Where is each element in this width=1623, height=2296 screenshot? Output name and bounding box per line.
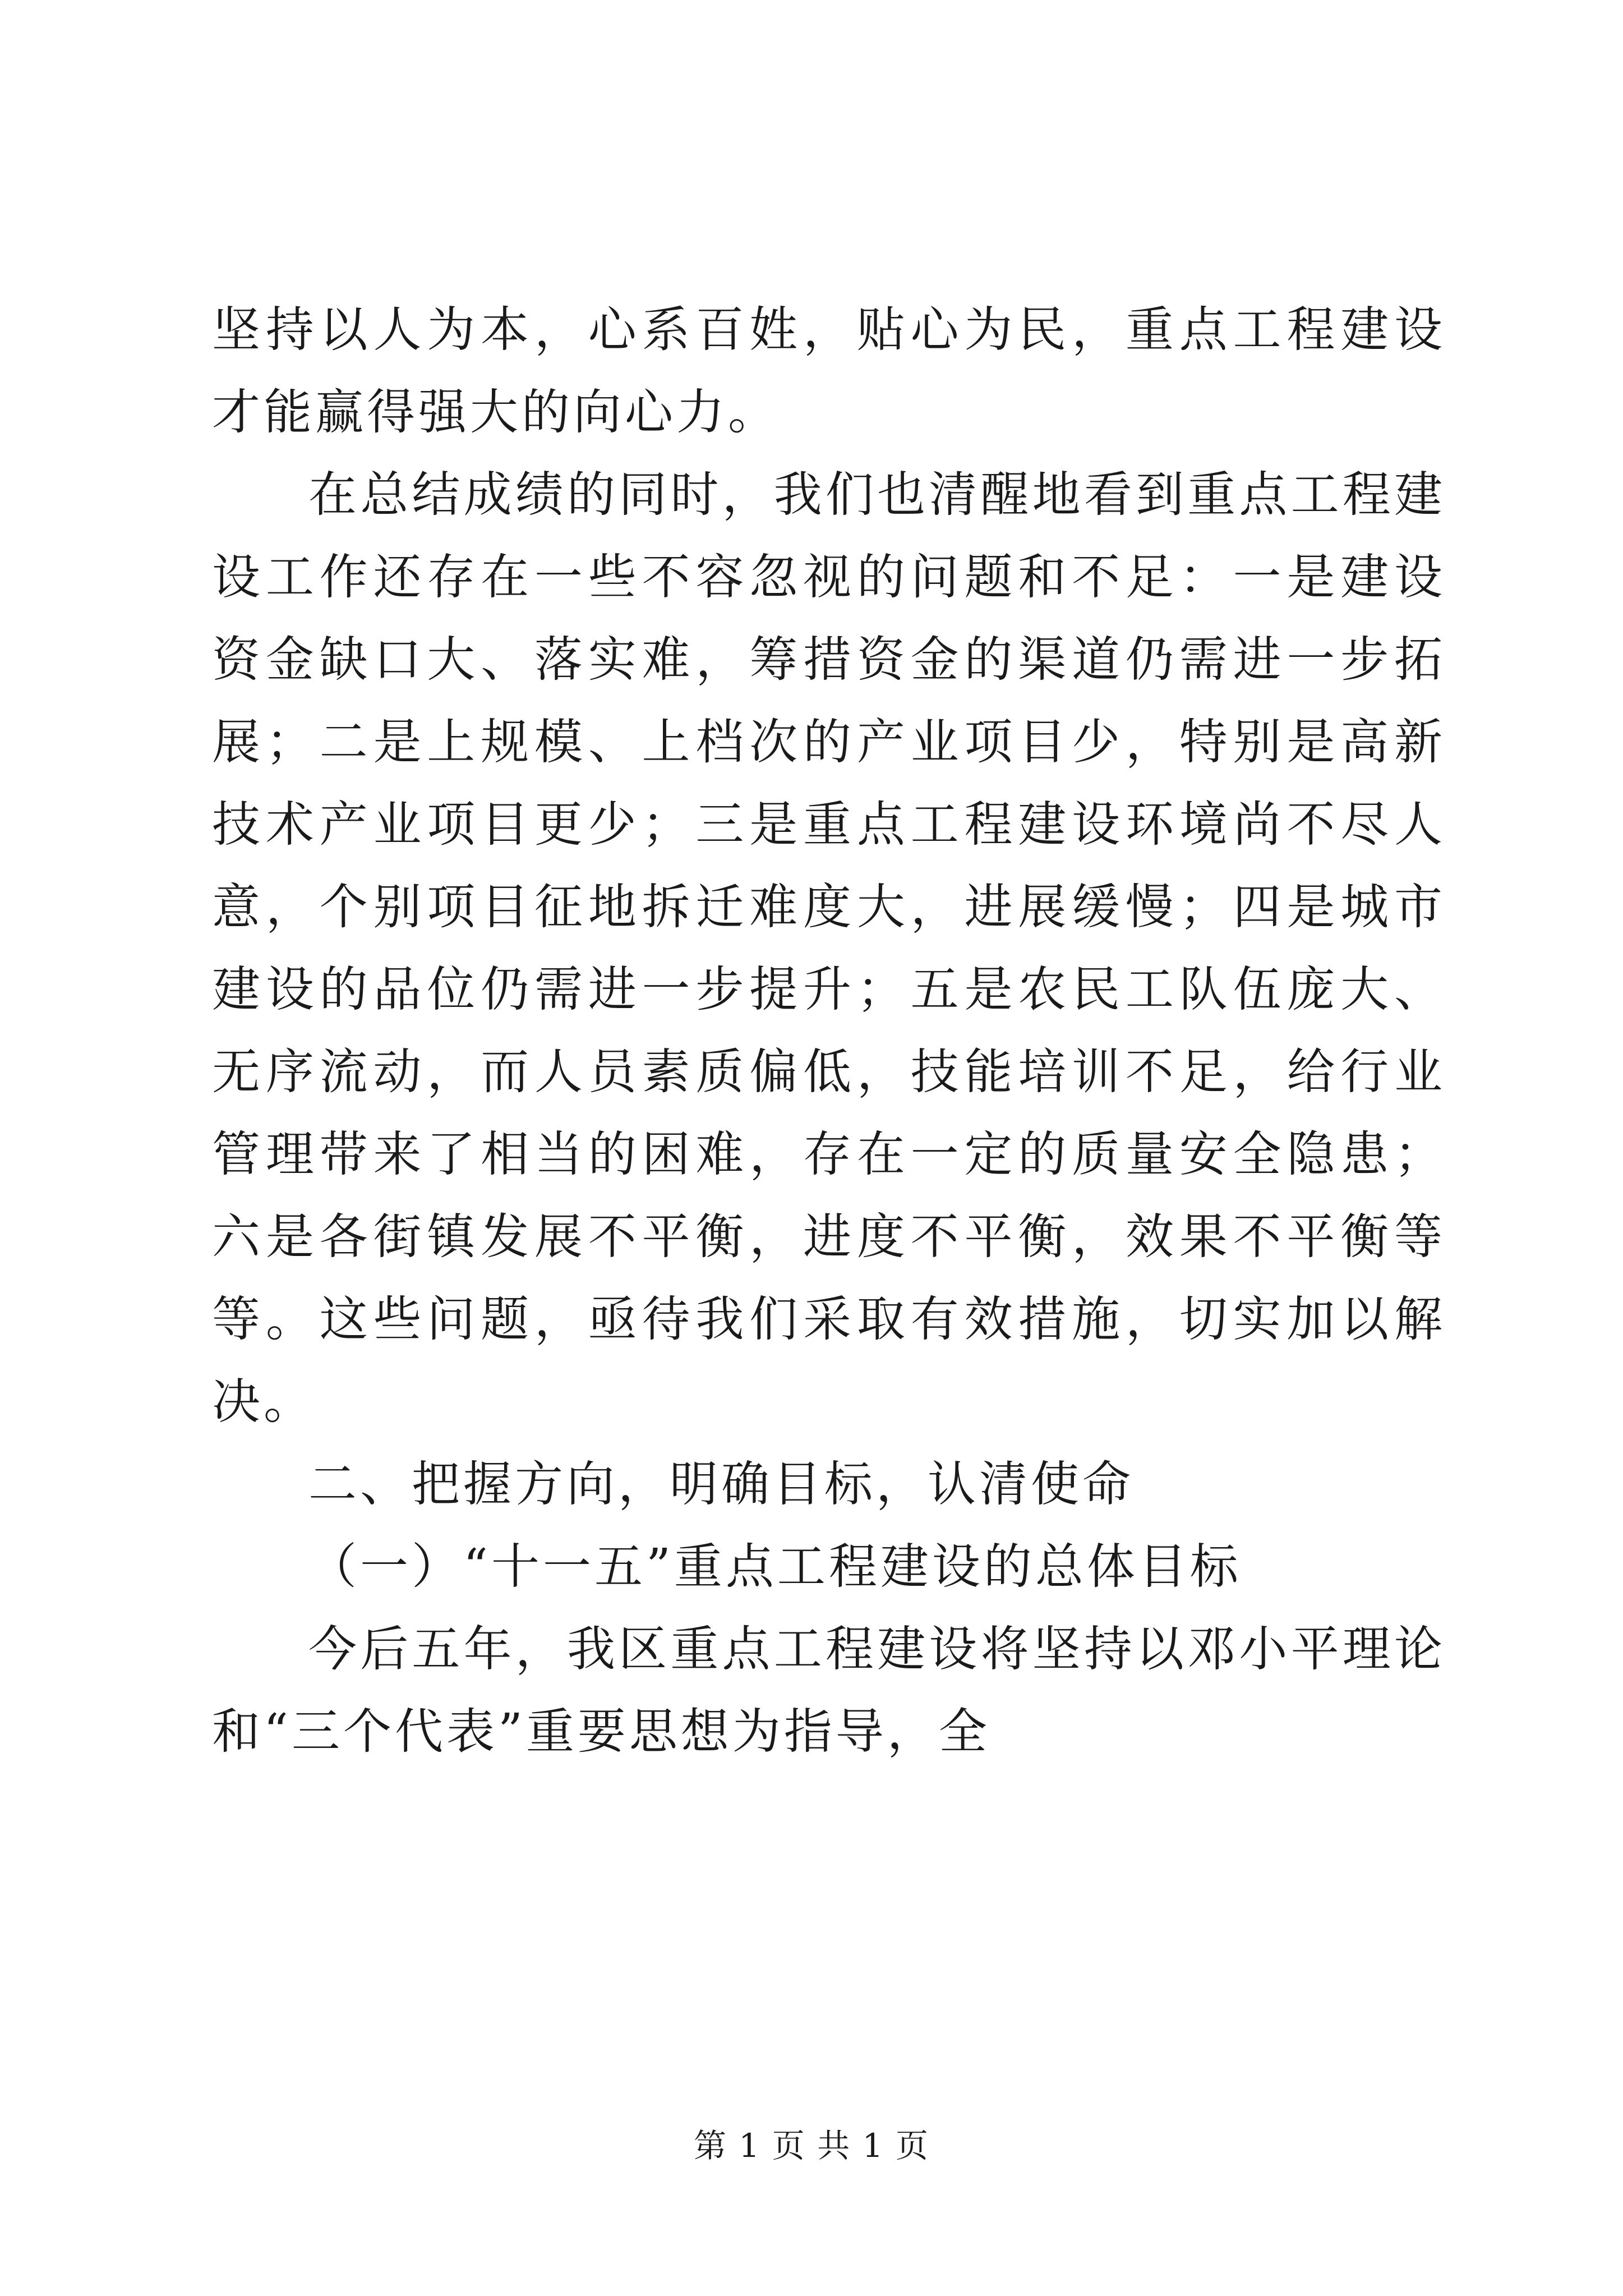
document-body (212, 289, 1446, 1773)
subsection-heading: （一）“十一五”重点工程建设的总体目标 (308, 1539, 1242, 1595)
paragraph-problems: 在总结成绩的同时，我们也清醒地看到重点工程建设工作还存在一些不容忽视的问题和不足：一是建设资金缺口大、落实难，筹措资金的渠道仍需进一步拓展；二是上规模、上档次的产业项目少，特别是高新技术产业项目更少；三是重点工程建设环境尚不尽人意，个别项目征地拆迁难度大，进展缓慢；四是城市建设的品位仍需进一步提升；五是农民工队伍庞大、无序流动，而人员素质偏低，技能培训不足，给行业管理带来了相当的困难，存在一定的质量安全隐患；六是各街镇发展不平衡，进度不平衡，效果不平衡等等。这些问题，亟待我们采取有效措施，切实加以解决。 (212, 467, 1446, 1430)
paragraph-continuation: 坚持以人为本，心系百姓，贴心为民，重点工程建设才能赢得强大的向心力。 (212, 302, 1446, 440)
paragraph-goals: 今后五年，我区重点工程建设将坚持以邓小平理论和“三个代表”重要思想为指导，全 (212, 1621, 1446, 1760)
page-footer: 第 1 页 共 1 页 (694, 2127, 929, 2165)
section-heading: 二、把握方向，明确目标，认清使命 (308, 1456, 1134, 1512)
